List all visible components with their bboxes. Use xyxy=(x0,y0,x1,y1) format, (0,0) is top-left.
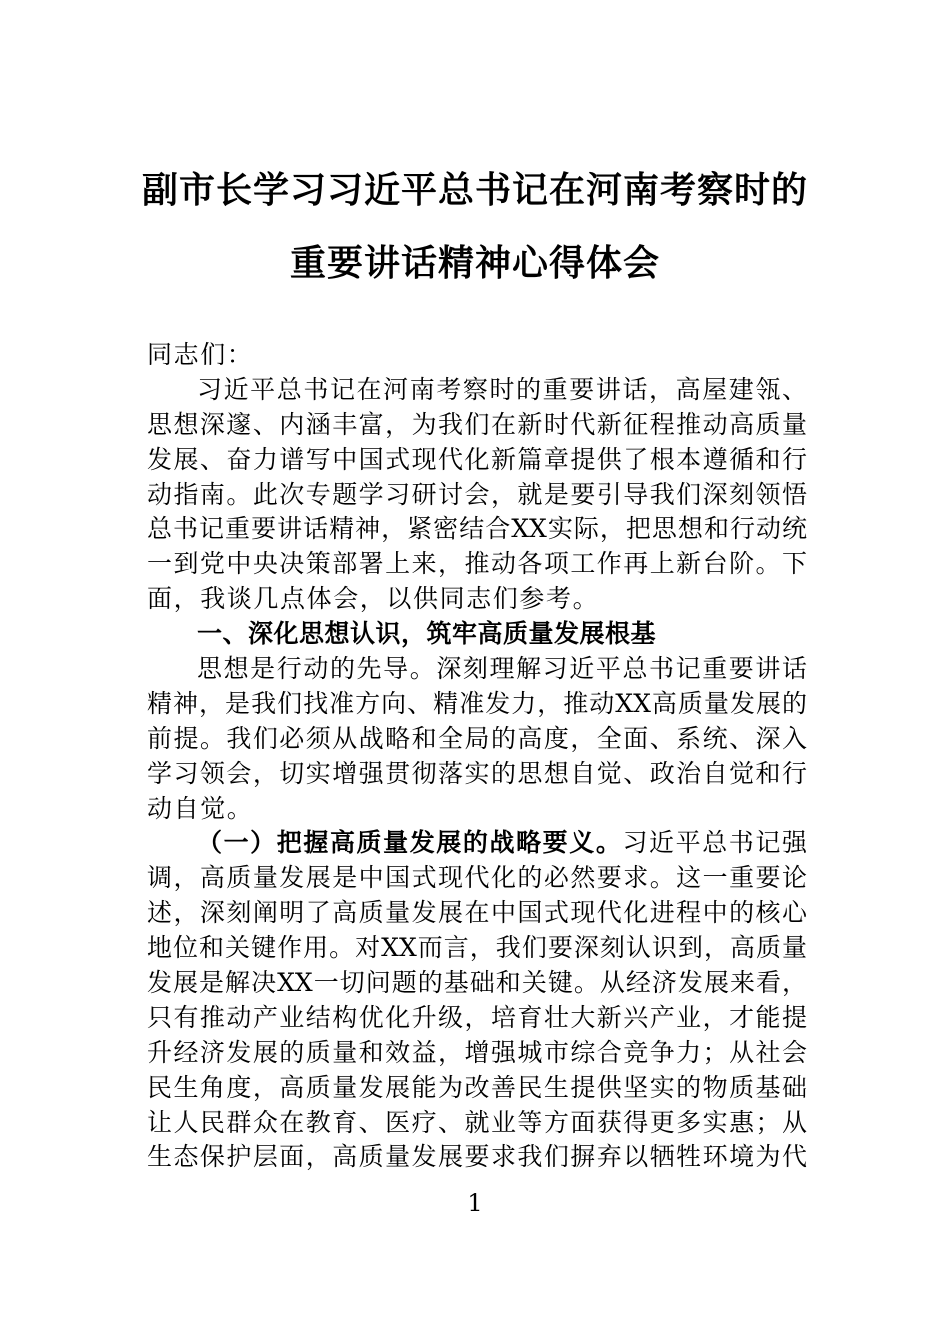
paragraph-3-line: 生态保护层面，高质量发展要求我们摒弃以牺牲环境为代 xyxy=(147,1142,807,1172)
paragraph-3-first-line-rest: 习近平总书记强 xyxy=(622,828,807,858)
paragraph-1-line: 思想深邃、内涵丰富，为我们在新时代新征程推动高质量 xyxy=(147,409,807,439)
paragraph-1-line: 习近平总书记在河南考察时的重要讲话，高屋建瓴、 xyxy=(197,374,807,404)
page-number: 1 xyxy=(467,1189,483,1217)
paragraph-3-line: 地位和关键作用。对XX而言，我们要深刻认识到，高质量 xyxy=(147,933,807,963)
document-body xyxy=(147,338,807,1175)
paragraph-3-line: 民生角度，高质量发展能为改善民生提供坚实的物质基础 xyxy=(147,1072,807,1102)
paragraph-1-line: 发展、奋力谱写中国式现代化新篇章提供了根本遵循和行 xyxy=(147,444,807,474)
paragraph-2-line: 前提。我们必须从战略和全局的高度，全面、系统、深入 xyxy=(147,723,807,753)
paragraph-3-line: 述，深刻阐明了高质量发展在中国式现代化进程中的核心 xyxy=(147,898,807,928)
paragraph-3-line: 升经济发展的质量和效益，增强城市综合竞争力；从社会 xyxy=(147,1037,807,1067)
paragraph-2-line: 动自觉。 xyxy=(147,793,254,823)
subheading-1: （一）把握高质量发展的战略要义。 xyxy=(197,828,623,858)
paragraph-1-line: 总书记重要讲话精神，紧密结合XX实际，把思想和行动统 xyxy=(147,514,807,544)
title-line-2: 重要讲话精神心得体会 xyxy=(289,243,660,284)
section-heading-1: 一、深化思想认识，筑牢高质量发展根基 xyxy=(197,619,657,649)
paragraph-3-first-line xyxy=(147,826,807,861)
salutation: 同志们： xyxy=(147,340,254,369)
paragraph-1-line: 动指南。此次专题学习研讨会，就是要引导我们深刻领悟 xyxy=(147,479,807,509)
paragraph-3-line: 让人民群众在教育、医疗、就业等方面获得更多实惠；从 xyxy=(147,1107,807,1137)
paragraph-2-line: 精神，是我们找准方向、精准发力，推动XX高质量发展的 xyxy=(147,688,807,718)
paragraph-3-line: 只有推动产业结构优化升级，培育壮大新兴产业，才能提 xyxy=(147,1002,807,1032)
paragraph-2-line: 思想是行动的先导。深刻理解习近平总书记重要讲话 xyxy=(197,654,807,684)
paragraph-3-line: 调，高质量发展是中国式现代化的必然要求。这一重要论 xyxy=(147,863,807,893)
paragraph-1-line: 面，我谈几点体会，以供同志们参考。 xyxy=(147,584,600,614)
title-line-1: 副市长学习习近平总书记在河南考察时的 xyxy=(141,170,808,211)
paragraph-1-line: 一到党中央决策部署上来，推动各项工作再上新台阶。下 xyxy=(147,549,807,579)
paragraph-3-line: 发展是解决XX一切问题的基础和关键。从经济发展来看， xyxy=(147,968,807,998)
paragraph-2-line: 学习领会，切实增强贯彻落实的思想自觉、政治自觉和行 xyxy=(147,758,807,788)
